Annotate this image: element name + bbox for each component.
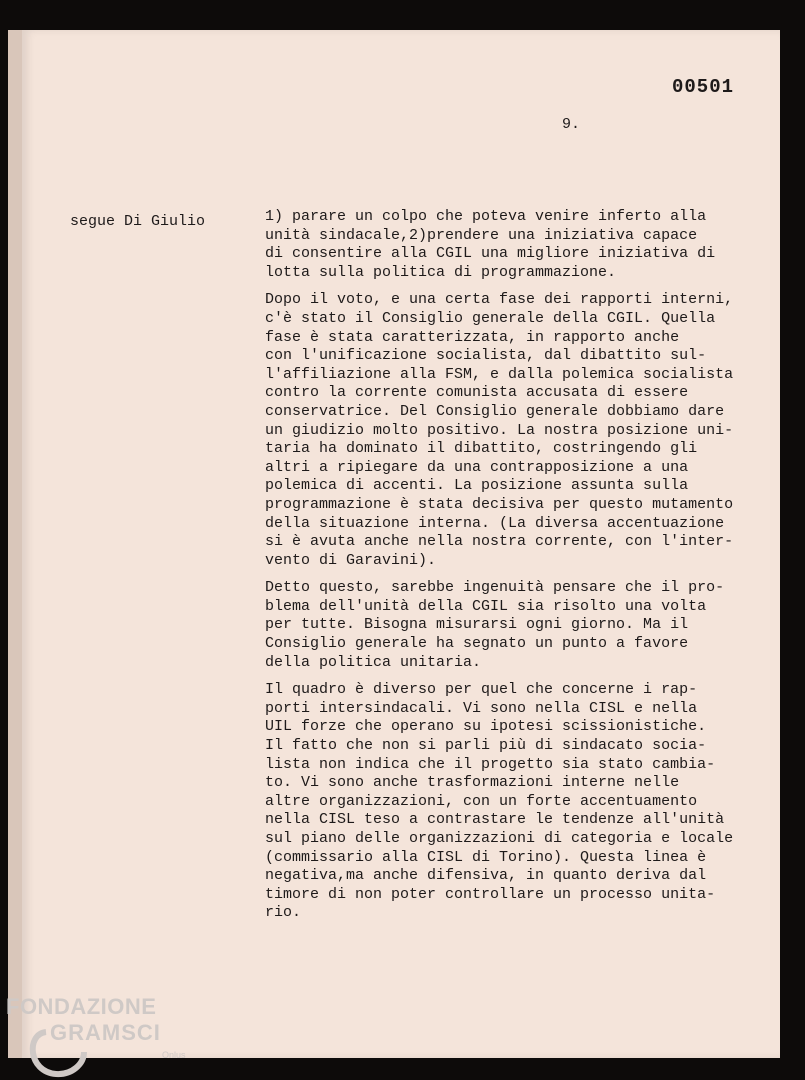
text-line: Dopo il voto, e una certa fase dei rapporti interni, [265,291,734,309]
text-line: porti intersindacali. Vi sono nella CISL e nella [265,699,698,717]
document-body [265,208,765,932]
text-line: taria ha dominato il dibattito, costringendo gli [265,440,698,458]
text-line: to. Vi sono anche trasformazioni interne nelle [265,774,680,792]
text-line: con l'unificazione socialista, dal dibattito sul- [265,347,707,365]
paragraph [265,291,765,570]
paragraph [265,208,765,282]
text-line: vento di Garavini). [265,551,437,569]
paragraph [265,681,765,923]
text-line: l'affiliazione alla FSM, e dalla polemica socialista [265,365,734,383]
text-line: per tutte. Bisogna misurarsi ogni giorno. Ma il [265,616,689,634]
page-number: 9. [562,116,581,133]
text-line: Il quadro è diverso per quel che concerne i rap- [265,681,698,699]
text-line: polemica di accenti. La posizione assunta sulla [265,477,689,495]
watermark-line-1: FONDAZIONE [6,994,157,1019]
text-line: sul piano delle organizzazioni di categoria e locale [265,830,734,847]
watermark-line-3: Onlus [162,1050,186,1060]
text-line: lista non indica che il progetto sia stato cambia- [265,755,716,773]
text-line: programmazione è stata decisiva per questo mutamento [265,495,734,513]
text-line: della situazione interna. (La diversa accentuazione [265,514,725,532]
text-line: lotta sulla politica di programmazione. [265,263,617,281]
text-line: fase è stata caratterizzata, in rapporto anche [265,328,680,346]
fondazione-gramsci-watermark [6,992,206,1078]
text-line: altri a ripiegare da una contrapposizione a una [265,458,689,476]
text-line: (commissario alla CISL di Torino). Questa linea è [265,848,707,866]
paragraph [265,579,765,672]
watermark-line-2: GRAMSCI [50,1020,161,1045]
text-line: Detto questo, sarebbe ingenuità pensare che il pro- [265,579,725,597]
text-line: Il fatto che non si parli più di sindacato socia- [265,737,707,755]
document-number: 00501 [672,76,735,98]
text-line: rio. [265,904,302,922]
text-line: della politica unitaria. [265,653,482,671]
text-line: contro la corrente comunista accusata di essere [265,384,689,402]
text-line: blema dell'unità della CGIL sia risolto una volta [265,597,707,615]
text-line: conservatrice. Del Consiglio generale dobbiamo dare [265,402,725,420]
text-line: UIL forze che operano su ipotesi scissionistiche. [265,718,707,736]
text-line: unità sindacale,2)prendere una iniziativa capace [265,226,698,244]
text-line: c'è stato il Consiglio generale della CGIL. Quella [265,309,716,327]
text-line: Consiglio generale ha segnato un punto a favore [265,635,689,653]
text-line: nella CISL teso a contrastare le tendenze all'unità [265,811,725,829]
speaker-label: segue Di Giulio [70,213,206,230]
text-line: di consentire alla CGIL una migliore iniziativa di [265,245,716,263]
text-line: un giudizio molto positivo. La nostra posizione uni- [265,421,734,439]
text-line: si è avuta anche nella nostra corrente, con l'inter- [265,533,734,551]
text-line: negativa,ma anche difensiva, in quanto deriva dal [265,867,707,885]
text-line: timore di non poter controllare un processo unita- [265,885,716,903]
text-line: altre organizzazioni, con un forte accentuamento [265,792,698,810]
text-line: 1) parare un colpo che poteva venire inferto alla [265,208,707,225]
